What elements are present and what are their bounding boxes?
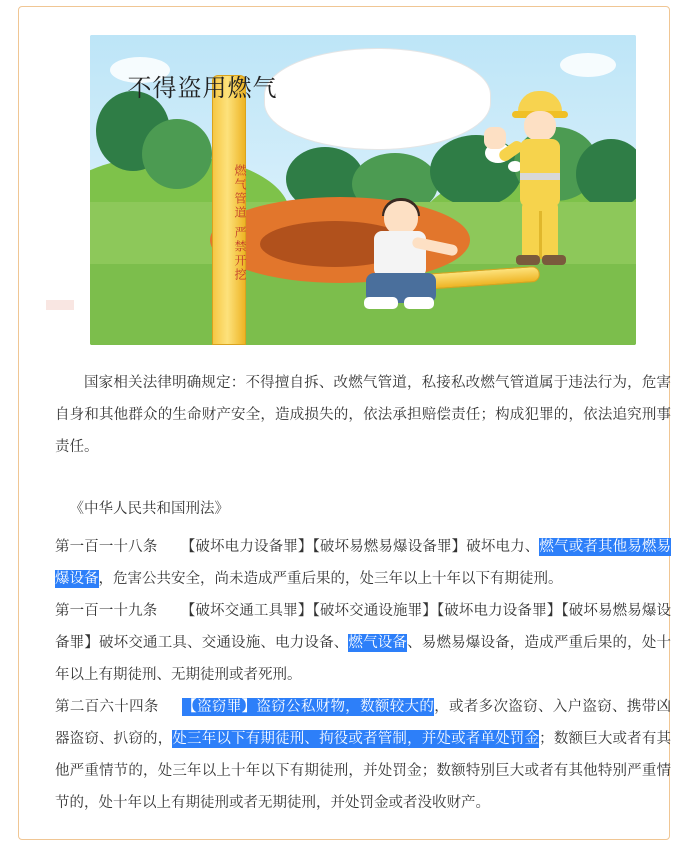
- gas-pipeline-safety-illustration: [90, 35, 636, 345]
- person-digging: [360, 201, 450, 331]
- article-264: [55, 691, 671, 819]
- head-shape: [524, 111, 556, 141]
- body-text: 【破坏交通工具罪】【破坏交通设施罪】【破坏电力设备罪】【破坏易燃易爆设备罪】破坏交通工具、交通设施、电力设备、: [55, 603, 672, 651]
- shoe-shape: [364, 297, 398, 309]
- head-shape: [384, 201, 418, 235]
- highlighted-text: 燃气设备: [348, 635, 408, 651]
- highlighted-text: 【盗窃罪】盗窃公私财物，数额较大的: [181, 699, 435, 715]
- gas-worker-character: [508, 91, 578, 271]
- highlighted-text: 处三年以下有期徒刑、拘役或者管制，并处或者单处罚金: [172, 731, 540, 747]
- decorative-smudge: [46, 300, 74, 310]
- article-number: 第二百六十四条: [55, 699, 159, 715]
- reflective-stripe: [520, 173, 560, 180]
- shoe-shape: [542, 255, 566, 265]
- body-text: ，危害公共安全，尚未造成严重后果的，处三年以上十年以下有期徒刑。: [98, 571, 563, 587]
- document-content: [55, 23, 671, 819]
- body-text: 、易燃易爆设备，造成严重后果的，处十年以上有期徒刑、无期徒刑或者死刑。: [55, 635, 672, 683]
- article-number: 第一百一十八条: [55, 539, 158, 555]
- body-text: 【破坏电力设备罪】【破坏易燃易爆设备罪】破坏电力、: [180, 539, 540, 555]
- speech-bubble-text: 不得盗用燃气: [127, 73, 278, 102]
- intro-paragraph: 国家相关法律明确规定：不得擅自拆、改燃气管道，私接私改燃气管道属于违法行为，危害自身和其他群众的生命财产安全，造成损失的，依法承担赔偿责任；构成犯罪的，依法追究刑事责任。: [55, 375, 671, 455]
- shoe-shape: [404, 297, 434, 309]
- legs-divider: [539, 211, 542, 259]
- article-118: [55, 531, 671, 595]
- article-number: 第一百一十九条: [55, 603, 158, 619]
- body-text: ；数额巨大或者有其他严重情节的，处三年以上十年以下有期徒刑，并处罚金；数额特别巨大或者有其他特别严重情节的，处十年以上有期徒刑或者无期徒刑，并处罚金或者没收财产。: [55, 731, 672, 811]
- shoe-shape: [516, 255, 540, 265]
- hand-stop-gesture: [484, 127, 506, 149]
- cloud-icon: [560, 53, 616, 77]
- pipeline-marker-text: 燃气管道 严禁开挖: [233, 164, 247, 282]
- content-frame: [18, 6, 670, 840]
- article-119: [55, 595, 671, 691]
- highlighted-text: 燃气或者其他易燃易爆设备: [55, 539, 672, 587]
- law-title: 《中华人民共和国刑法》: [69, 501, 229, 517]
- body-text: ，或者多次盗窃、入户盗窃、携带凶器盗窃、扒窃的，: [55, 699, 672, 747]
